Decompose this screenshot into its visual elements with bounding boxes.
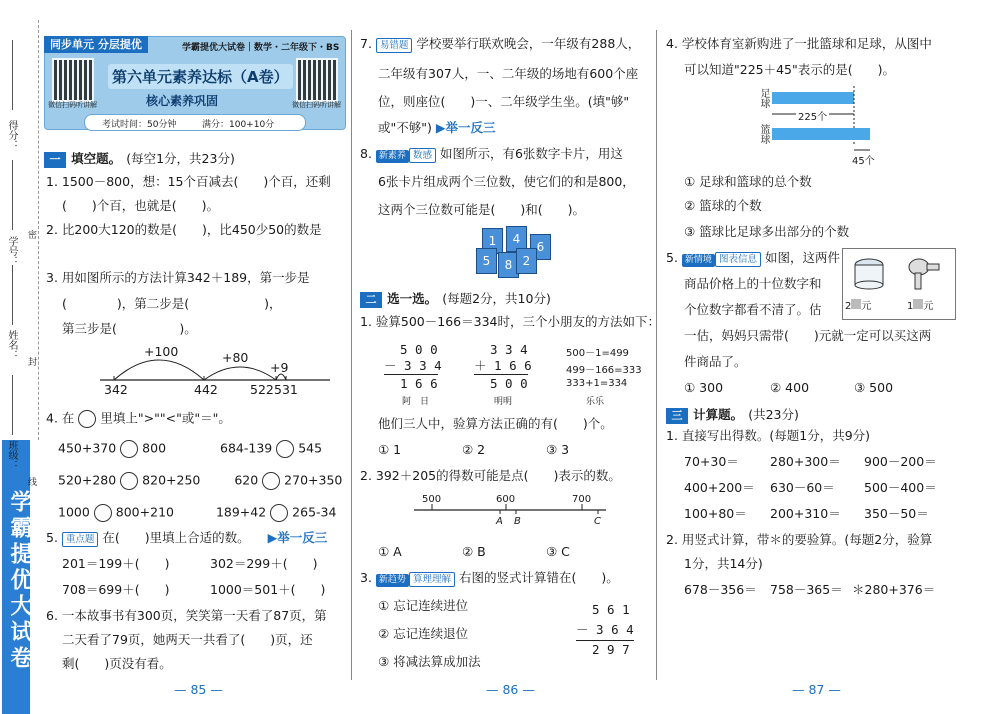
calc1-rule — [384, 374, 438, 375]
sidebar-class-line — [12, 375, 13, 435]
s2-q3-opt2[interactable]: ② 忘记连续退位 — [378, 626, 469, 641]
answer-circle[interactable] — [120, 440, 138, 458]
answer-circle[interactable] — [262, 472, 280, 490]
tick-label-342: 342 — [104, 382, 128, 397]
section-number: 三 — [666, 408, 688, 424]
q5-line3: 个位数字都看不清了。估 — [684, 302, 822, 317]
section-title: 计算题。 — [693, 407, 744, 422]
price-tag-1 — [845, 297, 871, 312]
q4-row-1 — [58, 440, 322, 458]
section-note: (每空1分，共23分) — [126, 151, 235, 166]
s2-q1-opt1[interactable]: ① 1 — [378, 442, 402, 457]
column-calc-item: 678－356＝ — [684, 582, 757, 597]
calc2-top: 3 3 4 — [490, 342, 528, 357]
section-2-heading — [360, 288, 551, 308]
calc-q2-line1: 2. 用竖式计算，带＊的要验算。(每题2分，验算 — [666, 532, 933, 547]
q3-number: 3. — [360, 570, 372, 585]
qr-code-left — [52, 58, 94, 102]
smudge — [913, 299, 923, 309]
expr: 620 — [234, 472, 259, 488]
expr: 270+350 — [284, 472, 343, 488]
number-card: 6 — [530, 234, 551, 260]
expr: 800 — [142, 440, 167, 456]
football-bar — [772, 92, 854, 104]
rice-cooker-icon — [849, 253, 889, 293]
calc3-line1: 500－1=499 — [566, 348, 629, 359]
q7-line4 — [378, 122, 496, 135]
s2-q1-opt3[interactable]: ③ 3 — [546, 442, 570, 457]
price-digit: 1 — [907, 301, 914, 312]
price-unit: 元 — [861, 301, 872, 312]
q7-line3: 位，则座位( )一、二年级学生坐。(填"够" — [378, 94, 630, 109]
q7-text: 学校要举行联欢晚会，一年级有288人， — [416, 36, 641, 51]
expr: 545 — [298, 440, 323, 456]
calc2-rule — [474, 374, 528, 375]
q4-line — [46, 410, 231, 428]
calc-q2-line2: 1分，共14分) — [684, 556, 763, 571]
basketball-extra-value: 45个 — [852, 156, 875, 167]
calc-item: 400+200＝ — [684, 480, 755, 495]
basketball-label: 篮球 — [758, 124, 769, 144]
section-3-heading — [666, 404, 799, 424]
s2-q3-opt3[interactable]: ③ 将减法算成加法 — [378, 654, 481, 669]
price-tag-2 — [907, 297, 933, 312]
expr: 684-139 — [220, 440, 273, 456]
basketball-bar — [772, 128, 870, 140]
new-trend-tag: 新趋势 — [376, 574, 409, 587]
s2-q3-opt1[interactable]: ① 忘记连续进位 — [378, 598, 469, 613]
q5-eq-3: 708＝699＋( ) — [62, 582, 170, 597]
s2-q2-line: 2. 392＋205的得数可能是点( )表示的数。 — [360, 468, 621, 483]
q5-text: 在( )里填上合适的数。 — [102, 530, 250, 545]
nl-label-a: A — [496, 516, 503, 527]
page-subtitle: 核心素养巩固 — [146, 94, 219, 108]
price-digit: 2 — [845, 301, 852, 312]
qr-caption-left: 微信扫码听讲解 — [48, 101, 97, 109]
section-number: 一 — [44, 152, 66, 168]
q5-text: 如图，这两件 — [764, 250, 840, 265]
q5-eq-1: 201＝199＋( ) — [62, 556, 170, 571]
page-number: — 87 — — [792, 682, 841, 697]
qr-caption-right: 微信扫码听讲解 — [292, 101, 341, 109]
q3-calc-mid: － 3 6 4 — [576, 622, 634, 637]
s2-q2-opt3[interactable]: ③ C — [546, 544, 570, 559]
answer-circle[interactable] — [270, 504, 288, 522]
calc1-result: 1 6 6 — [400, 376, 438, 391]
number-card: 8 — [498, 252, 519, 278]
calc1-name: 阿 日 — [402, 397, 430, 407]
section-title: 选一选。 — [387, 291, 438, 306]
column-calc-item: 758－365＝ — [770, 582, 843, 597]
s2-q1b: 他们三人中，验算方法正确的有( )个。 — [378, 416, 613, 431]
calc1-mid: － 3 3 4 — [384, 358, 442, 373]
sidebar-score-line — [12, 40, 13, 110]
page-86 — [360, 0, 660, 714]
sidebar-score-label: 得分： — [6, 120, 17, 150]
q5-opt2[interactable]: ② 400 — [770, 380, 810, 395]
s2-q1-opt2[interactable]: ② 2 — [462, 442, 486, 457]
arc-label-80: +80 — [222, 350, 249, 365]
q5-line5: 件商品了。 — [684, 354, 747, 369]
column-calc-item: ＊280+376＝ — [852, 582, 936, 597]
q1-line2: ( )个百，也就是( )。 — [62, 198, 220, 213]
number-card: 2 — [516, 248, 537, 274]
expr: 265-34 — [292, 504, 337, 520]
calc-item: 500－400＝ — [864, 480, 937, 495]
related-practice-link[interactable]: ▶举一反三 — [267, 530, 328, 545]
cut-mark-1: 密 — [28, 231, 38, 241]
page-85 — [44, 0, 349, 714]
q5-line2: 商品价格上的十位数字和 — [684, 276, 822, 291]
q4-row-2 — [58, 472, 342, 490]
q4-line2: 可以知道"225＋45"表示的是( )。 — [684, 62, 896, 77]
q4-opt1[interactable]: ① 足球和篮球的总个数 — [684, 174, 812, 189]
q5-number: 5. — [666, 250, 678, 265]
page-number: — 85 — — [174, 682, 223, 697]
sidebar-name-label: 姓名： — [6, 330, 17, 360]
s2-q2-opt2[interactable]: ② B — [462, 544, 486, 559]
sidebar-id-line — [12, 160, 13, 230]
nl-label-c: C — [594, 516, 601, 527]
exam-score: 满分：100+10分 — [202, 120, 275, 130]
q6-line2: 二天看了79页，她两天一共看了( )页，还 — [62, 632, 313, 647]
q3-text: 右图的竖式计算错在( )。 — [458, 570, 619, 585]
sidebar-class-label: 班级： — [6, 440, 17, 470]
calc-item: 100+80＝ — [684, 506, 747, 521]
series-info: 学霸提优大试卷｜数学・二年级下・BS — [182, 43, 340, 53]
nl-label-600: 600 — [496, 494, 516, 505]
expr: 450+370 — [58, 440, 117, 456]
calc2-name: 明明 — [494, 397, 513, 407]
q1-line1: 1. 1500－800，想：15个百减去( )个百，还剩 — [46, 174, 331, 189]
q5-line4: 一估，妈妈只需带( )元就一定可以买这两 — [684, 328, 932, 343]
calc-item: 70+30＝ — [684, 454, 739, 469]
expr: 1000 — [58, 504, 90, 520]
chart-info-tag: 图表信息 — [715, 252, 761, 267]
key-question-tag: 重点题 — [62, 532, 99, 547]
q8-number: 8. — [360, 146, 372, 161]
calc-item: 280+300＝ — [770, 454, 841, 469]
calc3-line3: 333+1=334 — [566, 378, 628, 389]
calc1-top: 5 0 0 — [400, 342, 438, 357]
expr: 800+210 — [115, 504, 174, 520]
page-87 — [666, 0, 966, 714]
error-prone-tag: 易错题 — [376, 38, 413, 53]
nl-label-b: B — [514, 516, 521, 527]
q3-line1: 3. 用如图所示的方法计算342＋189，第一步是 — [46, 270, 310, 285]
section-1-heading — [44, 148, 235, 168]
page-number-value: 87 — [808, 682, 825, 697]
hair-dryer-icon — [905, 253, 945, 293]
q3-calc-rule — [576, 640, 634, 641]
q7-number: 7. — [360, 36, 372, 51]
expr: 520+280 — [58, 472, 117, 488]
jump-arc-80 — [204, 367, 276, 380]
calc2-result: 5 0 0 — [490, 376, 528, 391]
exam-time: 考试时间：50分钟 — [102, 120, 177, 130]
expr: 820+250 — [142, 472, 201, 488]
calc2-mid: ＋ 1 6 6 — [474, 358, 532, 373]
sidebar-name-line — [12, 265, 13, 325]
page-number-value: 86 — [502, 682, 519, 697]
cut-mark-2: 封 — [28, 358, 38, 368]
s2-q3-line — [360, 572, 619, 587]
answer-circle[interactable] — [94, 504, 112, 522]
answer-circle[interactable] — [276, 440, 294, 458]
number-card: 4 — [506, 226, 527, 252]
s2-q1-line: 1. 验算500－166＝334时，三个小朋友的方法如下： — [360, 314, 660, 329]
calc-item: 900－200＝ — [864, 454, 937, 469]
reasoning-tag: 算理理解 — [409, 572, 455, 587]
q4-suffix: 里填上">""<"或"＝"。 — [100, 410, 231, 426]
q7-text: 或"不够") — [378, 120, 432, 135]
calc-q1-line: 1. 直接写出得数。(每题1分，共9分) — [666, 428, 871, 443]
football-label: 足球 — [758, 88, 769, 108]
q7-line1 — [360, 38, 640, 53]
football-value: 225个 — [796, 108, 829, 123]
q8-line2: 6张卡片组成两个三位数，使它们的和是800， — [378, 174, 635, 189]
section-number: 二 — [360, 292, 382, 308]
q2-line1: 2. 比200大120的数是( )，比450少50的数是 — [46, 222, 322, 237]
q5-eq-2: 302＝299＋( ) — [210, 556, 318, 571]
tick-label-531: 531 — [274, 382, 298, 397]
q6-line1: 6. 一本故事书有300页，笑笑第一天看了87页，第 — [46, 608, 327, 623]
column-divider-2 — [656, 30, 657, 680]
number-sense-tag: 数感 — [409, 148, 436, 163]
q4-opt3[interactable]: ③ 篮球比足球多出部分的个数 — [684, 224, 850, 239]
price-unit: 元 — [923, 301, 934, 312]
nl-label-700: 700 — [572, 494, 592, 505]
sidebar-cut-line — [38, 20, 39, 440]
q7-line2: 二年级有307人，一、二年级的场地有600个座 — [378, 66, 639, 81]
section-note: (共23分) — [748, 407, 799, 422]
q8-line1 — [360, 148, 623, 163]
calc-item: 350－50＝ — [864, 506, 929, 521]
q6-line3: 剩( )页没有看。 — [62, 656, 172, 671]
calc3-line2: 499－166=333 — [566, 365, 642, 376]
q4-line1: 4. 学校体育室新购进了一批篮球和足球，从图中 — [666, 36, 932, 51]
cut-mark-3: 线 — [28, 478, 38, 488]
qr-code-right — [296, 58, 338, 102]
new-context-tag: 新情境 — [682, 254, 715, 267]
related-practice-link[interactable]: ▶举一反三 — [435, 120, 496, 135]
q4-opt2[interactable]: ② 篮球的个数 — [684, 198, 762, 213]
q8-text: 如图所示，有6张数字卡片，用这 — [439, 146, 623, 161]
s2-q2-opt1[interactable]: ① A — [378, 544, 402, 559]
tick-label-522: 522 — [250, 382, 274, 397]
section-note: (每题2分，共10分) — [442, 291, 551, 306]
arc-label-9: +9 — [270, 360, 289, 375]
calc-item: 630－60＝ — [770, 480, 835, 495]
section-title: 填空题。 — [71, 151, 122, 166]
new-literacy-tag: 新素养 — [376, 150, 409, 163]
compare-circle-icon — [78, 410, 96, 428]
q3-line3: 第三步是( )。 — [62, 321, 197, 336]
number-card: 1 — [482, 228, 503, 254]
q5-line: 5. 重点题 在( )里填上合适的数。 ▶举一反三 — [46, 530, 328, 545]
calc-item: 200+310＝ — [770, 506, 841, 521]
q4-row-3 — [58, 504, 336, 522]
q3-line2: ( )，第二步是( )， — [62, 296, 282, 311]
product-picture — [842, 248, 956, 320]
expr: 189+42 — [215, 504, 267, 520]
q4-prefix: 4. 在 — [46, 410, 75, 426]
number-card: 5 — [476, 248, 497, 274]
page-title: 第六单元素养达标（A卷） — [108, 64, 293, 89]
answer-circle[interactable] — [120, 472, 138, 490]
nl-label-500: 500 — [422, 494, 442, 505]
smudge — [851, 299, 861, 309]
jump-arc-100 — [114, 360, 204, 380]
q5-line1 — [666, 252, 840, 267]
page-number: — 86 — — [486, 682, 535, 697]
q5-opt3[interactable]: ③ 500 — [854, 380, 894, 395]
column-divider-1 — [351, 30, 352, 680]
sidebar-brand: 学霸提优大试卷 — [7, 490, 32, 672]
tick-label-442: 442 — [194, 382, 218, 397]
page-number-value: 85 — [190, 682, 207, 697]
q3-calc-result: 2 9 7 — [592, 642, 630, 657]
q8-line3: 这两个三位数可能是( )和( )。 — [378, 202, 586, 217]
series-tag: 同步单元 分层提优 — [44, 36, 148, 53]
calc3-name: 乐乐 — [586, 397, 605, 407]
sidebar-id-label: 学号： — [6, 236, 17, 266]
q5-opt1[interactable]: ① 300 — [684, 380, 724, 395]
q5-eq-4: 1000＝501＋( ) — [210, 582, 326, 597]
binding-sidebar — [0, 0, 40, 714]
arc-label-100: +100 — [144, 344, 179, 359]
q3-calc-top: 5 6 1 — [592, 602, 630, 617]
